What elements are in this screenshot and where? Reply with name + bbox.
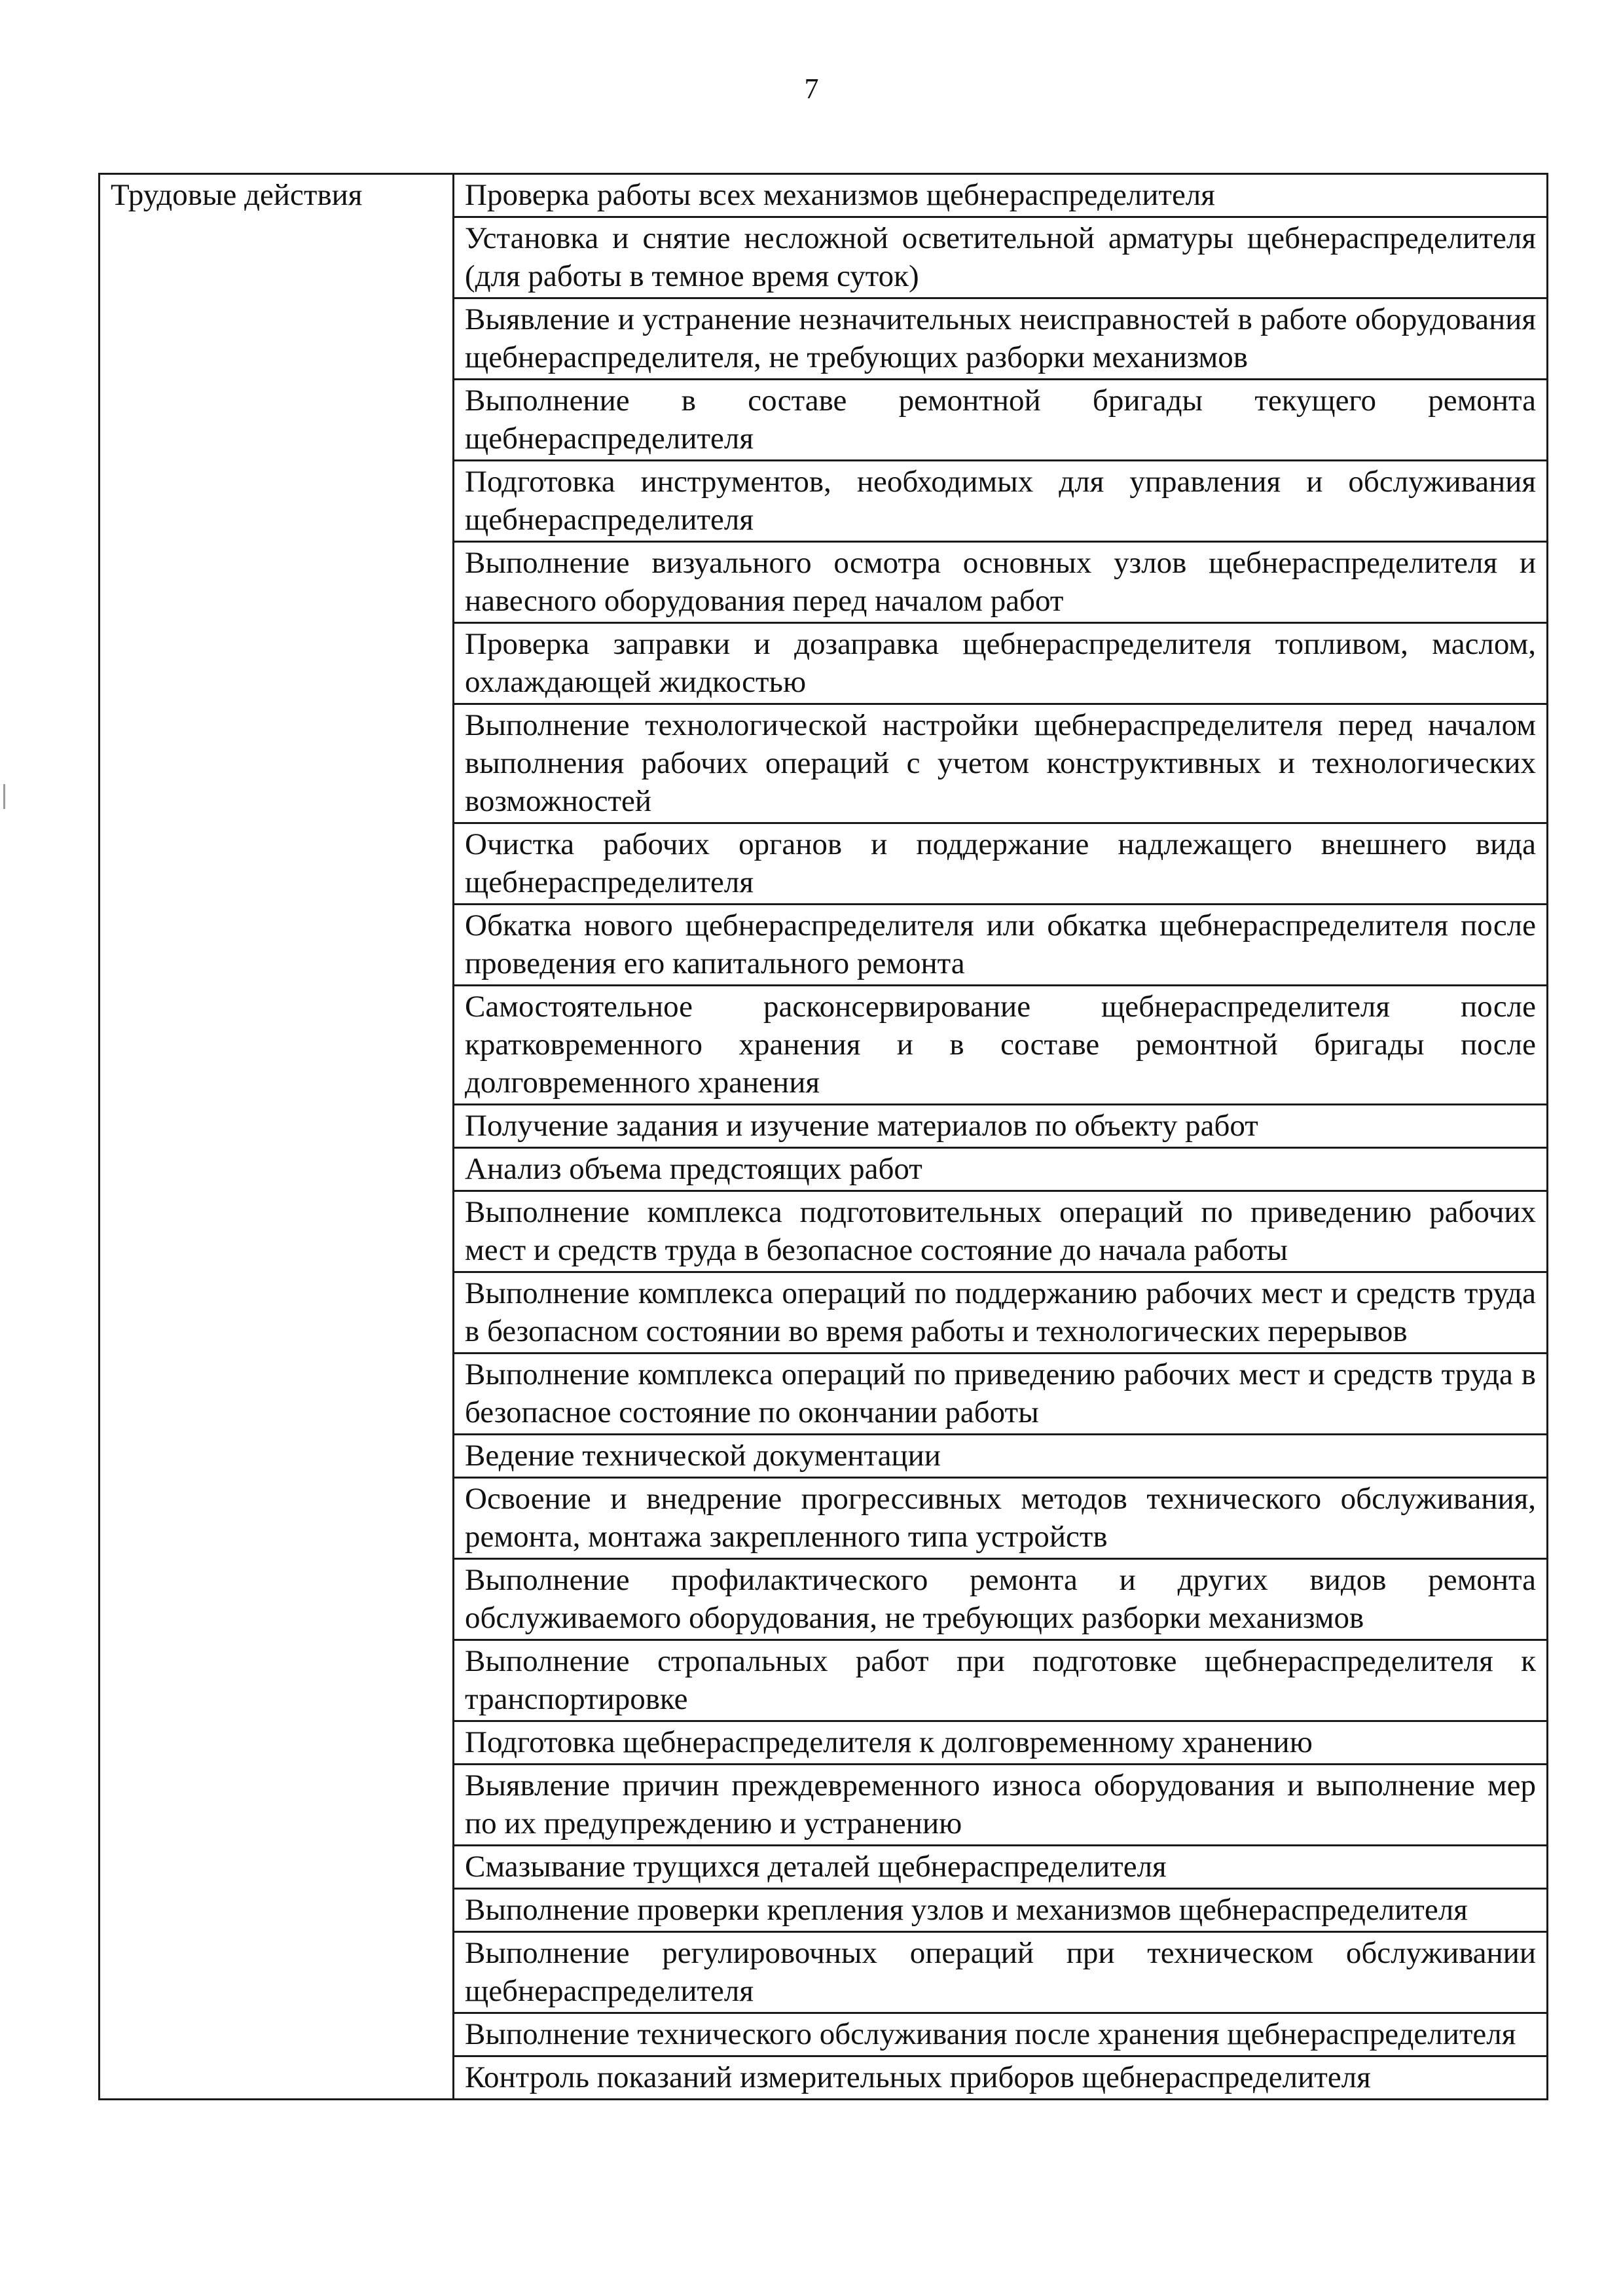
labor-action-item: Выполнение стропальных работ при подготовке щебнераспределителя к транспортировке — [454, 1640, 1548, 1721]
labor-action-item: Выполнение комплекса операций по приведению рабочих мест и средств труда в безопасное состояние по окончании работы — [454, 1354, 1548, 1435]
table-row — [100, 174, 1548, 217]
labor-action-item: Выполнение в составе ремонтной бригады текущего ремонта щебнераспределителя — [454, 380, 1548, 461]
labor-action-item: Подготовка щебнераспределителя к долговременному хранению — [454, 1721, 1548, 1765]
labor-action-item: Выполнение комплекса операций по поддержанию рабочих мест и средств труда в безопасном состоянии во время работы и технологических перерывов — [454, 1272, 1548, 1354]
labor-action-item: Контроль показаний измерительных приборов щебнераспределителя — [454, 2056, 1548, 2100]
labor-action-item: Выполнение профилактического ремонта и других видов ремонта обслуживаемого оборудования, не требующих разборки механизмов — [454, 1559, 1548, 1640]
labor-action-item: Выявление причин преждевременного износа оборудования и выполнение мер по их предупреждению и устранению — [454, 1765, 1548, 1846]
labor-action-item: Смазывание трущихся деталей щебнераспределителя — [454, 1846, 1548, 1889]
labor-action-item: Выполнение регулировочных операций при техническом обслуживании щебнераспределителя — [454, 1932, 1548, 2013]
labor-action-item: Выполнение технического обслуживания после хранения щебнераспределителя — [454, 2013, 1548, 2056]
labor-action-item: Установка и снятие несложной осветительной арматуры щебнераспределителя (для работы в темное время суток) — [454, 217, 1548, 298]
labor-action-item: Самостоятельное расконсервирование щебнераспределителя после кратковременного хранения и в составе ремонтной бригады после долговременного хранения — [454, 986, 1548, 1105]
labor-action-item: Выполнение проверки крепления узлов и механизмов щебнераспределителя — [454, 1889, 1548, 1932]
scan-margin-mark — [3, 784, 5, 809]
row-label-labor-actions: Трудовые действия — [100, 174, 454, 2100]
labor-action-item: Выполнение визуального осмотра основных узлов щебнераспределителя и навесного оборудования перед началом работ — [454, 542, 1548, 623]
labor-action-item: Выполнение комплекса подготовительных операций по приведению рабочих мест и средств труда в безопасное состояние до начала работы — [454, 1191, 1548, 1272]
labor-action-item: Выявление и устранение незначительных неисправностей в работе оборудования щебнераспределителя, не требующих разборки механизмов — [454, 298, 1548, 380]
labor-action-item: Анализ объема предстоящих работ — [454, 1148, 1548, 1191]
labor-action-item: Обкатка нового щебнераспределителя или обкатка щебнераспределителя после проведения его капитального ремонта — [454, 905, 1548, 986]
labor-action-item: Освоение и внедрение прогрессивных методов технического обслуживания, ремонта, монтажа закрепленного типа устройств — [454, 1478, 1548, 1559]
labor-action-item: Подготовка инструментов, необходимых для управления и обслуживания щебнераспределителя — [454, 461, 1548, 542]
labor-action-item: Выполнение технологической настройки щебнераспределителя перед началом выполнения рабочих операций с учетом конструктивных и технологических возможностей — [454, 704, 1548, 823]
page-number: 7 — [804, 73, 819, 105]
labor-action-item: Очистка рабочих органов и поддержание надлежащего внешнего вида щебнераспределителя — [454, 823, 1548, 905]
labor-action-item: Ведение технической документации — [454, 1435, 1548, 1478]
labor-action-item: Проверка заправки и дозаправка щебнераспределителя топливом, маслом, охлаждающей жидкостью — [454, 623, 1548, 704]
labor-actions-table — [98, 173, 1548, 2100]
labor-action-item: Получение задания и изучение материалов по объекту работ — [454, 1105, 1548, 1148]
labor-action-item: Проверка работы всех механизмов щебнераспределителя — [454, 174, 1548, 217]
